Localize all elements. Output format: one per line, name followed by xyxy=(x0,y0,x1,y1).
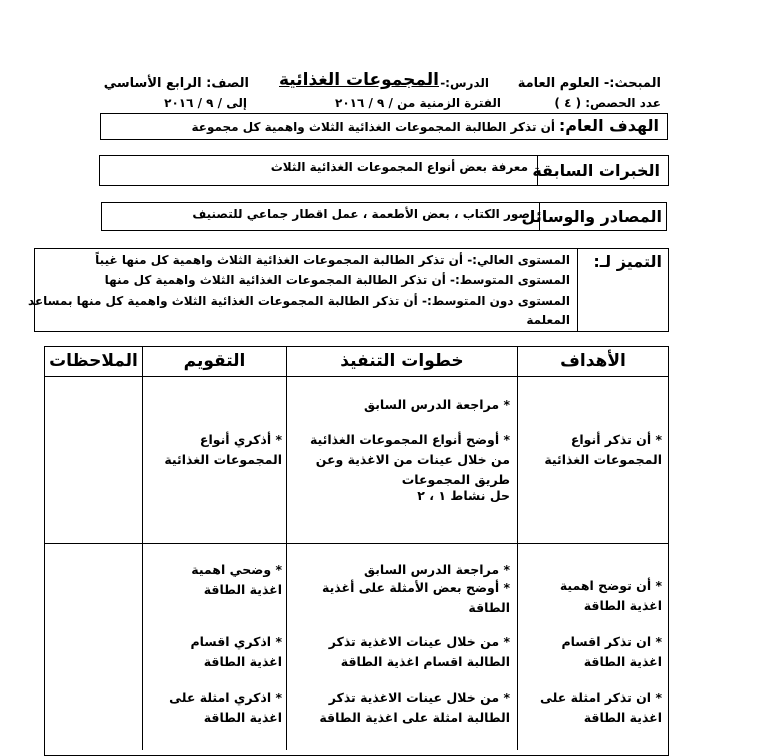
table-header-divider xyxy=(44,376,669,377)
level-high: المستوى العالي:- أن تذكر الطالبة المجموعات الغذائية الثلاث واهمية كل منها غيباً xyxy=(95,253,570,267)
general-goal-text: أن تذكر الطالبة المجموعات الغذائية الثلاث واهمية كل مجموعة xyxy=(191,120,555,134)
differentiation-label-cell xyxy=(577,249,668,331)
resources-label: المصادر والوسائل xyxy=(521,207,662,226)
row1-step-3: حل نشاط ١ ، ٢ xyxy=(417,488,510,503)
resources-text: صور الكتاب ، بعض الأطعمة ، عمل اقطار جماعي للتصنيف xyxy=(192,207,530,221)
row2-evaluation-2: * اذكري اقسام اغذية الطاقة xyxy=(190,634,282,669)
col-divider-1 xyxy=(142,346,143,750)
lesson-label: الدرس:- xyxy=(440,76,489,90)
subject-label: المبحث:- العلوم العامة xyxy=(517,76,661,91)
level-low: المستوى دون المتوسط:- أن تذكر الطالبة المجموعات الغذائية الثلاث واهمية كل منها بمساعد xyxy=(28,294,570,308)
row2-objective-1: * أن توضح اهمية اغذية الطاقة xyxy=(559,578,662,613)
general-goal-label: الهدف العام: xyxy=(558,116,659,135)
row2-objective-3: * ان تذكر امثلة على اغذية الطاقة xyxy=(540,690,662,725)
table-row-divider xyxy=(44,543,669,544)
prior-experience-box xyxy=(99,155,669,186)
resources-box xyxy=(101,202,667,231)
level-medium: المستوى المتوسط:- أن تذكر الطالبة المجموعات الغذائية الثلاث واهمية كل منها xyxy=(104,273,570,287)
period-from: الفترة الزمنية من / ٩ / ٢٠١٦ xyxy=(335,96,501,110)
periods-label: عدد الحصص: ( ٤ ) xyxy=(554,96,661,110)
row2-step-2: * من خلال عينات الاغذية تذكر الطالبة امثلة على اغذية الطاقة xyxy=(319,690,510,725)
row2-step-intro-1: * مراجعة الدرس السابق xyxy=(363,562,510,577)
prior-experience-label-cell xyxy=(532,156,668,185)
header-evaluation: التقويم xyxy=(183,351,246,371)
row1-step-1: * مراجعة الدرس السابق xyxy=(363,397,510,412)
row1-evaluation: * أذكري أنواع المجموعات الغذائية xyxy=(164,432,282,467)
row2-evaluation-1: * وضحي اهمية اغذية الطاقة xyxy=(191,562,282,597)
grade-label: الصف: الرابع الأساسي xyxy=(103,76,249,91)
differentiation-box xyxy=(28,248,669,332)
col-divider-2 xyxy=(286,346,287,750)
row1-step-2: * أوضح أنواع المجموعات الغذائية من خلال عينات من الاغذية وعن طريق المجموعات xyxy=(309,432,510,487)
level-low-continued: المعلمة xyxy=(526,313,570,327)
row2-step-intro-2: * أوضح بعض الأمثلة على أغذية الطاقة xyxy=(322,580,510,615)
row2-step-1: * من خلال عينات الاغذية تذكر الطالبة اقسام اغذية الطاقة xyxy=(328,634,510,669)
resources-label-cell xyxy=(521,203,666,230)
prior-experience-text: معرفة بعض أنواع المجموعات الغذائية الثلاث xyxy=(270,160,528,174)
general-goal-box xyxy=(100,113,668,140)
row1-objective: * أن تذكر أنواع المجموعات الغذائية xyxy=(544,432,662,467)
period-to: إلى / ٩ / ٢٠١٦ xyxy=(164,96,247,110)
lesson-title: المجموعات الغذائية xyxy=(279,70,439,90)
row2-evaluation-3: * اذكري امثلة على اغذية الطاقة xyxy=(169,690,282,725)
header-objectives: الأهداف xyxy=(560,351,626,371)
row2-objective-2: * ان تذكر اقسام اغذية الطاقة xyxy=(561,634,662,669)
prior-experience-label: الخبرات السابقة xyxy=(532,161,660,180)
header-steps: خطوات التنفيذ xyxy=(340,351,464,371)
header-notes: الملاحظات xyxy=(49,351,138,371)
differentiation-label: التميز لـ: xyxy=(593,252,662,271)
